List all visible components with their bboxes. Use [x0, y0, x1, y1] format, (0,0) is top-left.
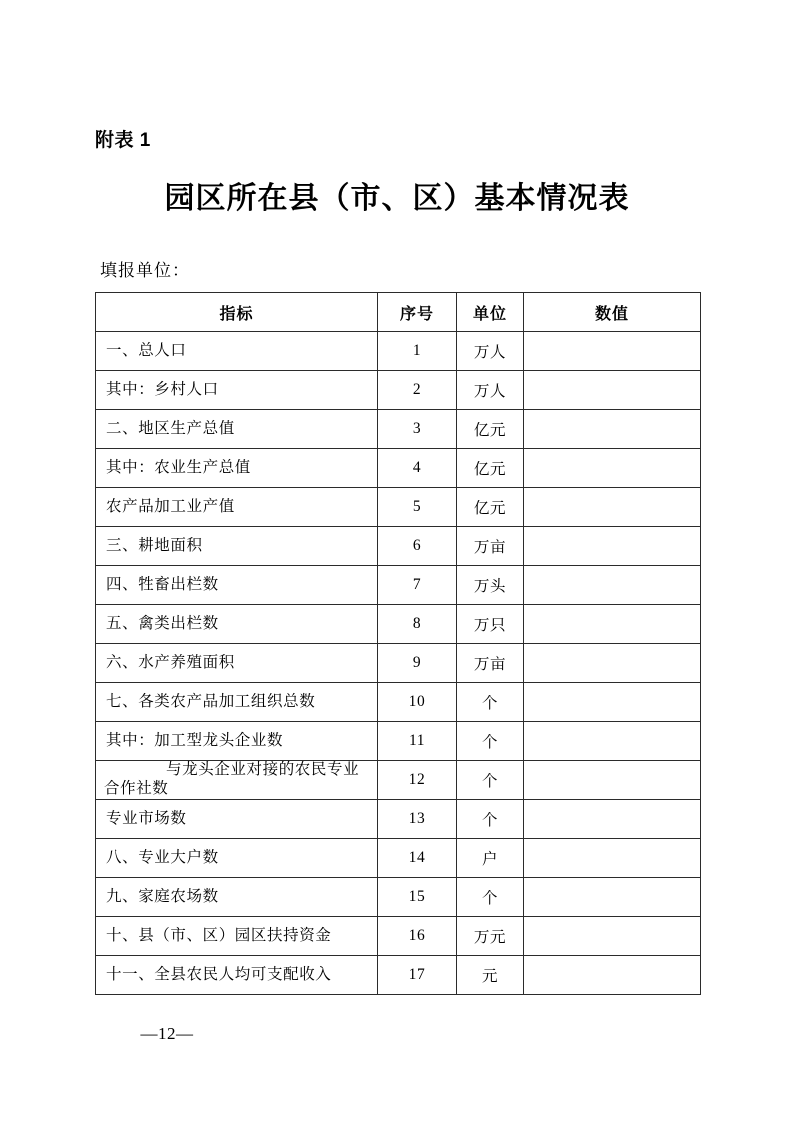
cell-sequence: 5 [378, 488, 457, 527]
cell-unit: 万人 [457, 371, 524, 410]
cell-indicator: 四、牲畜出栏数 [96, 566, 378, 605]
cell-unit: 户 [457, 839, 524, 878]
table-row [96, 605, 701, 644]
table-row [96, 878, 701, 917]
cell-sequence: 2 [378, 371, 457, 410]
table-row [96, 527, 701, 566]
cell-indicator: 七、各类农产品加工组织总数 [96, 683, 378, 722]
cell-sequence: 11 [378, 722, 457, 761]
cell-value[interactable] [524, 371, 701, 410]
cell-indicator: 农产品加工业产值 [96, 488, 378, 527]
cell-value[interactable] [524, 683, 701, 722]
cell-unit: 个 [457, 761, 524, 800]
cell-indicator: 十一、全县农民人均可支配收入 [96, 956, 378, 995]
cell-indicator: 一、总人口 [96, 332, 378, 371]
table-row [96, 917, 701, 956]
cell-unit: 万亩 [457, 527, 524, 566]
cell-sequence: 14 [378, 839, 457, 878]
cell-unit: 万人 [457, 332, 524, 371]
cell-indicator: 其中：农业生产总值 [96, 449, 378, 488]
cell-unit: 个 [457, 800, 524, 839]
cell-value[interactable] [524, 332, 701, 371]
cell-value[interactable] [524, 956, 701, 995]
cell-indicator-line: 合作社数 [104, 780, 169, 797]
cell-value[interactable] [524, 410, 701, 449]
table-row [96, 488, 701, 527]
cell-indicator: 六、水产养殖面积 [96, 644, 378, 683]
cell-value[interactable] [524, 605, 701, 644]
cell-sequence: 8 [378, 605, 457, 644]
page-number: —12— [140, 1024, 194, 1043]
cell-value[interactable] [524, 761, 701, 800]
cell-value[interactable] [524, 566, 701, 605]
cell-sequence: 12 [378, 761, 457, 800]
cell-value[interactable] [524, 917, 701, 956]
column-header-indicator: 指标 [96, 293, 378, 332]
cell-sequence: 16 [378, 917, 457, 956]
cell-indicator [96, 761, 378, 800]
table-row [96, 761, 701, 800]
table-header-row [96, 293, 701, 332]
attachment-label: 附表 1 [95, 130, 151, 151]
cell-indicator: 八、专业大户数 [96, 839, 378, 878]
column-header-unit: 单位 [457, 293, 524, 332]
cell-unit: 万只 [457, 605, 524, 644]
cell-indicator: 专业市场数 [96, 800, 378, 839]
cell-unit: 元 [457, 956, 524, 995]
cell-sequence: 3 [378, 410, 457, 449]
table-row [96, 332, 701, 371]
cell-indicator: 其中：乡村人口 [96, 371, 378, 410]
cell-value[interactable] [524, 839, 701, 878]
cell-value[interactable] [524, 449, 701, 488]
cell-indicator-line: 与龙头企业对接的农民专业 [166, 761, 360, 779]
fill-unit-label: 填报单位： [100, 261, 190, 280]
cell-unit: 万头 [457, 566, 524, 605]
cell-unit: 亿元 [457, 449, 524, 488]
cell-sequence: 9 [378, 644, 457, 683]
cell-value[interactable] [524, 644, 701, 683]
table-row [96, 800, 701, 839]
cell-value[interactable] [524, 488, 701, 527]
table-row [96, 410, 701, 449]
table-row [96, 449, 701, 488]
cell-value[interactable] [524, 878, 701, 917]
page-title: 园区所在县（市、区）基本情况表 [164, 182, 630, 215]
cell-sequence: 6 [378, 527, 457, 566]
cell-sequence: 7 [378, 566, 457, 605]
cell-unit: 亿元 [457, 410, 524, 449]
cell-indicator: 五、禽类出栏数 [96, 605, 378, 644]
table-row [96, 683, 701, 722]
cell-value[interactable] [524, 800, 701, 839]
cell-indicator: 三、耕地面积 [96, 527, 378, 566]
table-row [96, 722, 701, 761]
basic-information-table [95, 292, 701, 995]
cell-unit: 个 [457, 683, 524, 722]
cell-sequence: 15 [378, 878, 457, 917]
table-row [96, 566, 701, 605]
cell-unit: 个 [457, 878, 524, 917]
table-row [96, 644, 701, 683]
page-footer [0, 1024, 794, 1044]
cell-unit: 万元 [457, 917, 524, 956]
cell-sequence: 4 [378, 449, 457, 488]
cell-value[interactable] [524, 722, 701, 761]
table-row [96, 956, 701, 995]
cell-sequence: 17 [378, 956, 457, 995]
cell-unit: 万亩 [457, 644, 524, 683]
cell-indicator: 九、家庭农场数 [96, 878, 378, 917]
cell-sequence: 13 [378, 800, 457, 839]
cell-indicator: 其中：加工型龙头企业数 [96, 722, 378, 761]
table-body [96, 332, 701, 995]
cell-sequence: 10 [378, 683, 457, 722]
cell-unit: 个 [457, 722, 524, 761]
column-header-sequence: 序号 [378, 293, 457, 332]
cell-sequence: 1 [378, 332, 457, 371]
table-row [96, 839, 701, 878]
cell-indicator: 二、地区生产总值 [96, 410, 378, 449]
table-row [96, 371, 701, 410]
cell-indicator: 十、县（市、区）园区扶持资金 [96, 917, 378, 956]
cell-value[interactable] [524, 527, 701, 566]
cell-unit: 亿元 [457, 488, 524, 527]
column-header-value: 数值 [524, 293, 701, 332]
